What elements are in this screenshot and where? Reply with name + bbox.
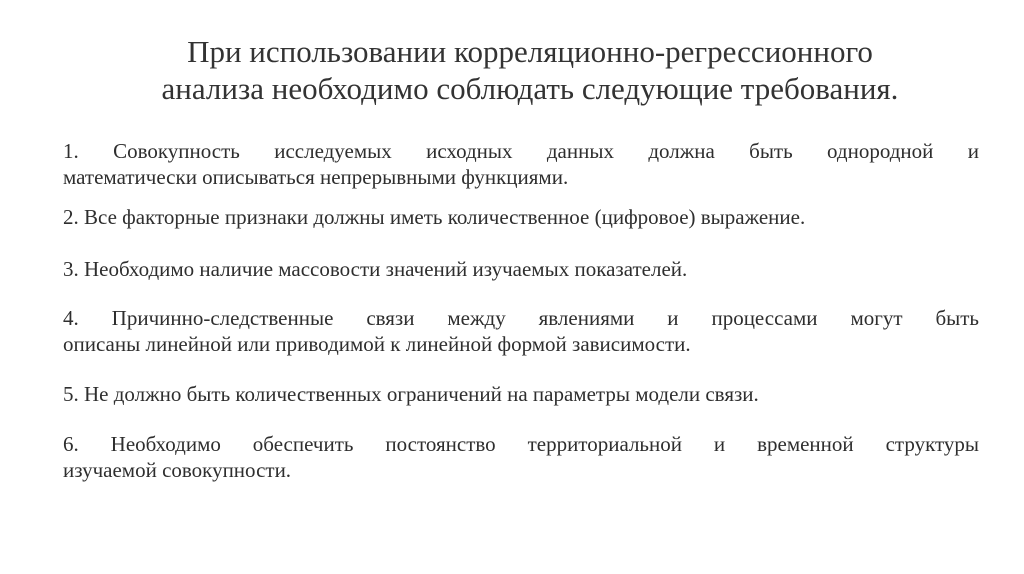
requirement-item-2-line-1: 2. Все факторные признаки должны иметь количественное (цифровое) выражение. bbox=[63, 205, 806, 229]
slide-title-line-2: анализа необходимо соблюдать следующие требования. bbox=[161, 71, 899, 106]
requirement-item-2 bbox=[63, 204, 979, 230]
requirement-item-5-line-1: 5. Не должно быть количественных ограничений на параметры модели связи. bbox=[63, 382, 759, 406]
slide-title-line-1: При использовании корреляционно-регрессионного bbox=[187, 34, 873, 69]
requirement-item-4-line-1: 4. Причинно-следственные связи между явлениями и процессами могут быть bbox=[63, 306, 979, 330]
requirement-item-4-line-2: описаны линейной или приводимой к линейной формой зависимости. bbox=[63, 332, 691, 356]
requirement-item-1-line-2: математически описываться непрерывными функциями. bbox=[63, 165, 569, 189]
requirement-item-3 bbox=[63, 256, 979, 282]
slide-title bbox=[100, 33, 960, 107]
requirement-item-6 bbox=[63, 431, 979, 483]
requirement-item-6-line-1: 6. Необходимо обеспечить постоянство территориальной и временной структуры bbox=[63, 432, 979, 456]
requirement-item-1 bbox=[63, 138, 979, 190]
requirement-item-3-line-1: 3. Необходимо наличие массовости значений изучаемых показателей. bbox=[63, 257, 688, 281]
requirement-item-1-line-1: 1. Совокупность исследуемых исходных данных должна быть однородной и bbox=[63, 139, 979, 163]
requirement-item-5 bbox=[63, 381, 979, 407]
requirement-item-4 bbox=[63, 305, 979, 357]
requirement-item-6-line-2: изучаемой совокупности. bbox=[63, 458, 292, 482]
